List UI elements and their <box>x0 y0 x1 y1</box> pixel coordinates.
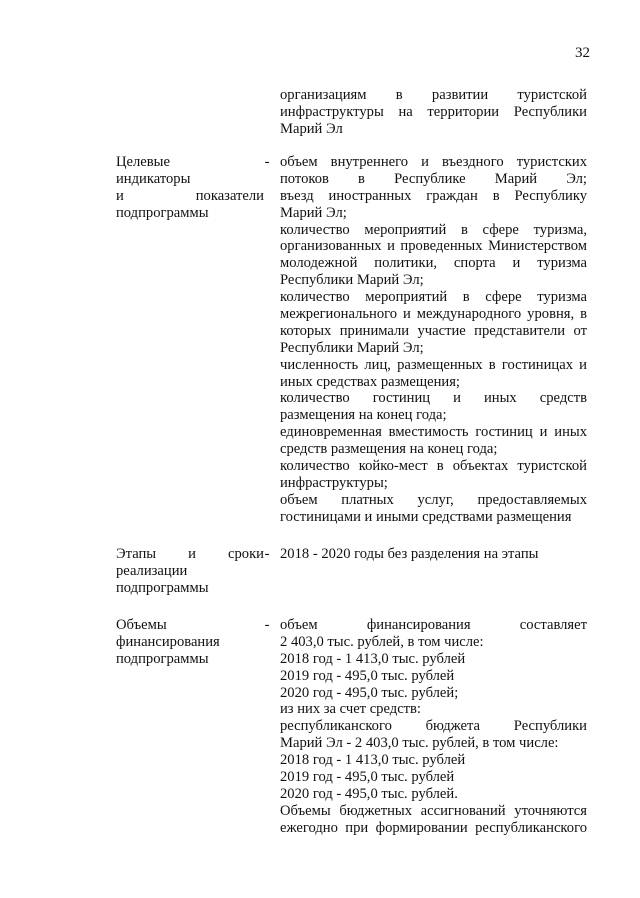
text-line: размещения на конец года; <box>280 407 447 424</box>
label-line: реализации <box>116 562 188 579</box>
text-line: Объемы бюджетных ассигнований уточняются <box>280 802 587 819</box>
text-line: 2019 год - 495,0 тыс. рублей <box>280 667 455 684</box>
text-line: организованных и проведенных Министерством <box>280 238 587 255</box>
text-line: численность лиц, размещенных в гостиницах и <box>280 356 587 373</box>
text-line: гостиницами и иными средствами размещения <box>280 508 572 525</box>
section-content <box>280 546 587 563</box>
section-label <box>116 546 264 597</box>
text-line: единовременная вместимость гостиниц и иных <box>280 424 587 441</box>
text-line: количество гостиниц и иных средств <box>280 390 587 407</box>
section-dash: - <box>264 546 270 562</box>
text-line: объем платных услуг, предоставляемых <box>280 491 587 508</box>
text-line: организациям в развитии туристской <box>280 87 587 103</box>
label-line: Этапы и сроки <box>116 546 264 562</box>
label-line: подпрограммы <box>116 650 209 667</box>
text-line: молодежной политики, спорта и туризма <box>280 255 587 272</box>
section-dash: - <box>264 154 270 170</box>
label-line: индикаторы <box>116 170 191 187</box>
text-line: 2018 год - 1 413,0 тыс. рублей <box>280 752 466 769</box>
text-line: Марий Эл - 2 403,0 тыс. рублей, в том числе: <box>280 735 559 752</box>
text-line: Марий Эл; <box>280 204 347 221</box>
label-line: Целевые <box>116 154 170 170</box>
text-line: 2019 год - 495,0 тыс. рублей <box>280 769 455 786</box>
section-label <box>116 617 264 668</box>
page-number: 32 <box>575 45 590 61</box>
text-line: инфраструктуры на территории Республики <box>280 103 587 120</box>
text-line: Республики Марий Эл; <box>280 339 424 356</box>
label-line: подпрограммы <box>116 579 209 596</box>
text-line: количество мероприятий в сфере туризма, <box>280 221 587 238</box>
label-line: подпрограммы <box>116 204 209 221</box>
label-line: и показатели <box>116 187 264 204</box>
text-line: 2 403,0 тыс. рублей, в том числе: <box>280 633 484 650</box>
text-line: 2018 - 2020 годы без разделения на этапы <box>280 546 539 562</box>
section-content <box>280 617 587 837</box>
text-line: межрегионального и международного уровня, в <box>280 306 587 323</box>
text-line: потоков в Республике Марий Эл; <box>280 170 587 187</box>
text-line: количество койко-мест в объектах туристской <box>280 458 587 475</box>
text-line: Марий Эл <box>280 120 343 137</box>
section-label <box>116 154 264 222</box>
text-line: количество мероприятий в сфере туризма <box>280 289 587 306</box>
section-content <box>280 154 587 526</box>
text-line: ежегодно при формировании республиканского <box>280 819 587 836</box>
text-line: иных средствах размещения; <box>280 373 460 390</box>
section-dash: - <box>264 617 270 633</box>
text-line: средств размещения на конец года; <box>280 441 498 458</box>
text-line: 2018 год - 1 413,0 тыс. рублей <box>280 650 466 667</box>
label-line: финансирования <box>116 633 220 650</box>
text-line: которых принимали участие представители от <box>280 322 587 339</box>
text-line: объем внутреннего и въездного туристских <box>280 154 587 170</box>
text-line: Республики Марий Эл; <box>280 272 424 289</box>
text-line: объем финансирования составляет <box>280 617 587 633</box>
text-line: въезд иностранных граждан в Республику <box>280 187 587 204</box>
continuation-text <box>280 87 587 138</box>
text-line: из них за счет средств: <box>280 701 421 718</box>
text-line: инфраструктуры; <box>280 474 388 491</box>
text-line: 2020 год - 495,0 тыс. рублей. <box>280 785 458 802</box>
text-line: республиканского бюджета Республики <box>280 718 587 735</box>
label-line: Объемы <box>116 617 167 633</box>
text-line: 2020 год - 495,0 тыс. рублей; <box>280 684 459 701</box>
